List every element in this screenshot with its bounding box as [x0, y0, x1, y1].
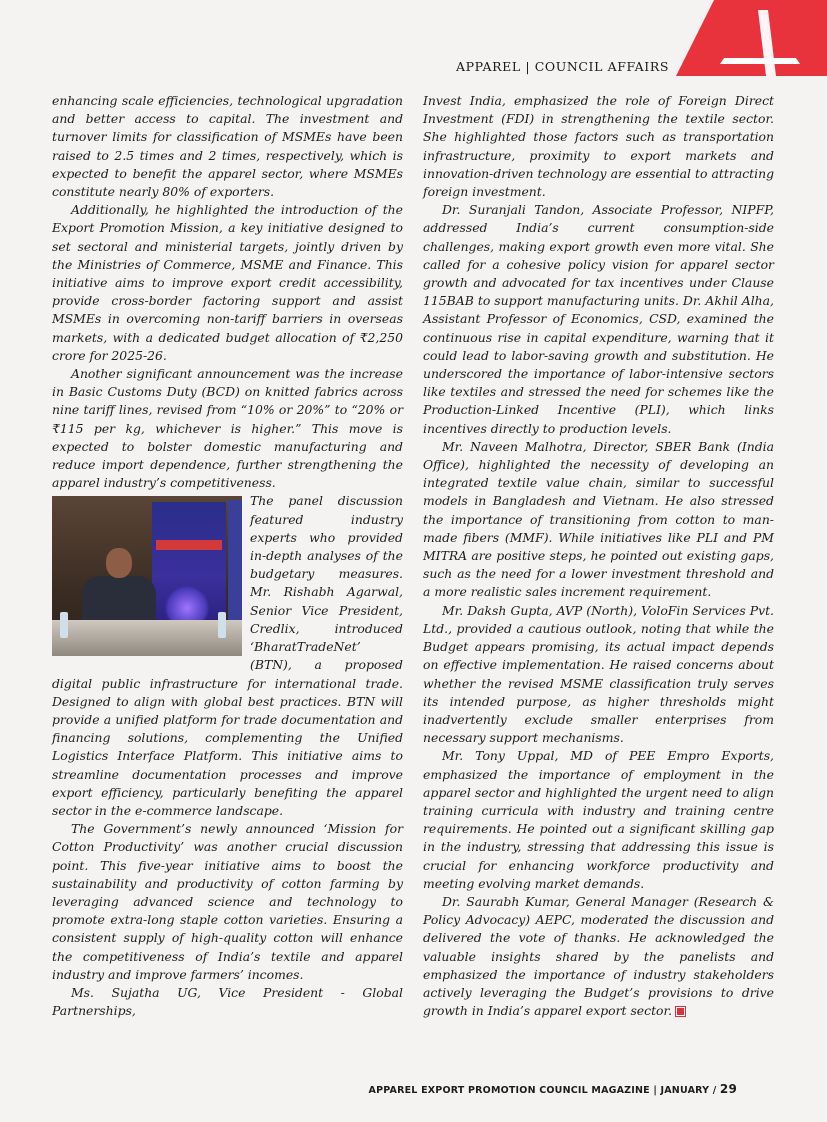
right-column: [423, 92, 774, 1020]
paragraph-text: Dr. Saurabh Kumar, General Manager (Research & Policy Advocacy) AEPC, moderated the discussion and delivered the vote of thanks. He acknowledged the valuable insights shared by the panelists and emphasized the importance of industry stakeholders actively leveraging the Budget’s provisions to drive growth in India’s apparel export sector.: [423, 893, 774, 1019]
paragraph: The Government’s newly announced ‘Mission for Cotton Productivity’ was another crucial discussion point. This five-year initiative aims to boost the sustainability and productivity of cotton farming by leveraging advanced science and technology to promote extra-long staple cotton varieties. Ensuring a consistent supply of high-quality cotton will enhance the competitiveness of India’s textile and apparel industry and improve farmers’ incomes.: [52, 821, 403, 982]
paragraph: Mr. Tony Uppal, MD of PEE Empro Exports, emphasized the importance of employment in the apparel sector and highlighted the urgent need to align training curricula with industry and training centre requirements. He pointed out a significant skilling gap in the industry, stressing that addressing this issue is crucial for enhancing workforce productivity and meeting evolving market demands.: [423, 748, 774, 891]
left-column: [52, 92, 403, 1020]
magazine-logo: [676, 0, 827, 76]
paragraph: enhancing scale efficiencies, technological upgradation and better access to capital. The investment and turnover limits for classification of MSMEs have been raised to 2.5 times and 2 times, respectively, which is expected to benefit the apparel sector, where MSMEs constitute nearly 80% of exporters.: [52, 93, 403, 200]
paragraph: Ms. Sujatha UG, Vice President - Global Partnerships,: [52, 984, 403, 1019]
footer-separator: /: [709, 1085, 720, 1096]
page-number: 29: [719, 1082, 737, 1096]
panel-speaker-photo: [52, 496, 242, 656]
paragraph: Dr. Suranjali Tandon, Associate Professor, NIPFP, addressed India’s current consumption-side challenges, making export growth even more vital. She called for a cohesive policy vision for apparel sector growth and advocated for tax incentives under Clause 115BAB to support manufacturing units. Dr. Akhil Alha, Assistant Professor of Economics, CSD, examined the continuous rise in capital expenditure, warning that it could lead to labor-saving growth and substitution. He underscored the importance of labor-intensive sectors like textiles and stressed the need for schemes like the Production-Linked Incentive (PLI), which links incentives directly to production levels.: [423, 202, 774, 436]
section-header: APPAREL | COUNCIL AFFAIRS: [455, 59, 669, 74]
end-of-article-icon: [676, 1007, 685, 1016]
paragraph: Another significant announcement was the increase in Basic Customs Duty (BCD) on knitted fabrics across nine tariff lines, revised from “10% or 20%” to “20% or ₹115 per kg, whichever is higher.” This move is expected to bolster domestic manufacturing and reduce import dependence, further strengthening the apparel industry’s competitiveness.: [52, 366, 403, 491]
paragraph: [423, 893, 774, 1020]
paragraph: Additionally, he highlighted the introduction of the Export Promotion Mission, a key initiative designed to set sectoral and ministerial targets, jointly driven by the Ministries of Commerce, MSME and Finance. This initiative aims to improve export credit accessibility, provide cross-border factoring support and assist MSMEs in overcoming non-tariff barriers in overseas markets, with a dedicated budget allocation of ₹2,250 crore for 2025-26.: [52, 202, 403, 363]
magazine-name: APPAREL EXPORT PROMOTION COUNCIL MAGAZINE | JANUARY: [368, 1085, 710, 1096]
page-footer: [369, 1082, 737, 1096]
paragraph: Mr. Naveen Malhotra, Director, SBER Bank (India Office), highlighted the necessity of developing an integrated textile value chain, similar to successful models in Bangladesh and Vietnam. He also stressed the importance of transitioning from cotton to man-made fibers (MMF). While initiatives like PLI and PM MITRA are positive steps, he pointed out existing gaps, such as the need for a lower investment threshold and a more realistic sales increment requirement.: [423, 438, 774, 600]
paragraph: Mr. Daksh Gupta, AVP (North), VoloFin Services Pvt. Ltd., provided a cautious outlook, noting that while the Budget appears promising, its actual impact depends on effective implementation. He raised concerns about whether the revised MSME classification truly serves its intended purpose, as higher thresholds might inadvertently exclude smaller enterprises from necessary support mechanisms.: [423, 602, 774, 746]
paragraph: Invest India, emphasized the role of Foreign Direct Investment (FDI) in strengthening the textile sector. She highlighted those factors such as transportation infrastructure, proximity to export markets and innovation-driven technology are essential to attracting foreign investment.: [423, 93, 774, 200]
paragraph: The panel discussion featured industry experts who provided in-depth analyses of the budgetary measures. Mr. Rishabh Agarwal, Senior Vice President, Credlix, introduced ‘BharatTradeNet’ (BTN), a proposed digital public infrastructure for international trade. Designed to align with global best practices. BTN will provide a unified platform for trade documentation and financing solutions, complementing the Unified Logistics Interface Platform. This initiative aims to streamline documentation processes and improve export efficiency, particularly benefiting the apparel sector in the e-commerce landscape.: [52, 493, 403, 818]
